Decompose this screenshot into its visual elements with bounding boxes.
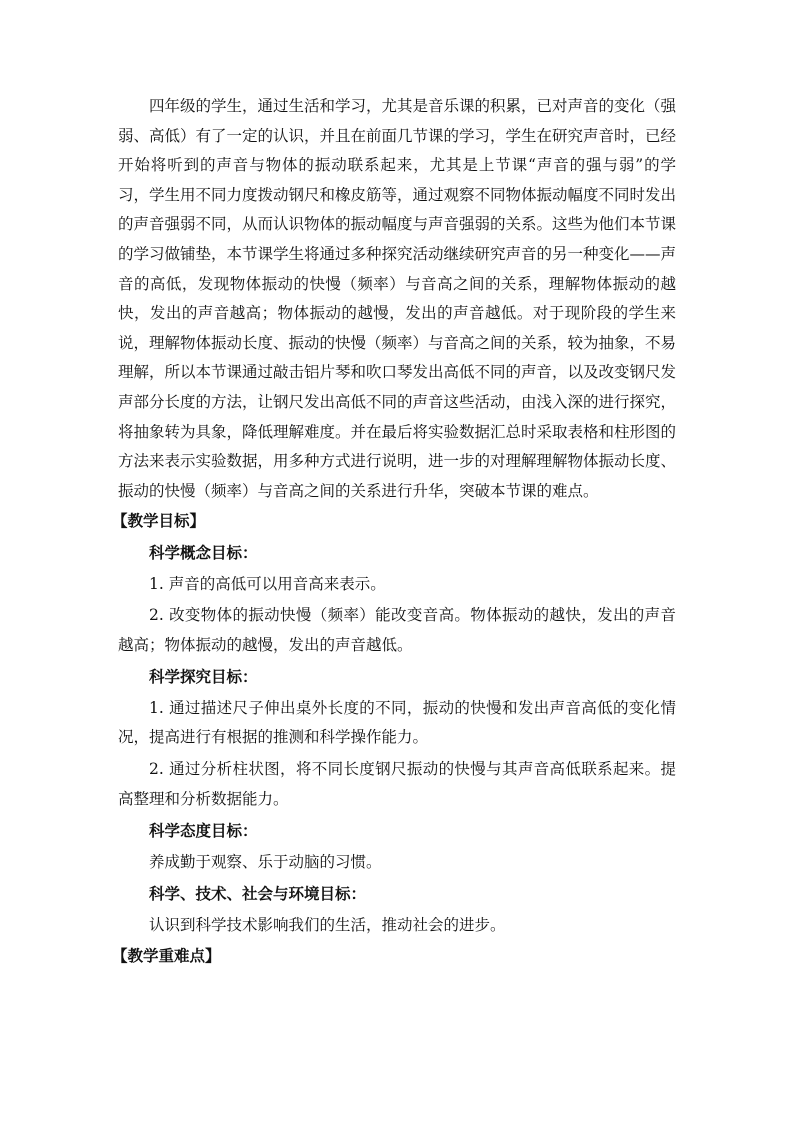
inquiry-goals-title: 科学探究目标： — [149, 667, 258, 687]
attitude-goals-title: 科学态度目标： — [149, 821, 258, 841]
concept-goals-title: 科学概念目标： — [149, 542, 258, 562]
key-points-heading: 【教学重难点】 — [112, 945, 221, 965]
inquiry-goal-item: 2. 通过分析柱状图，将不同长度钢尺振动的快慢与其声音高低联系起来。提高整理和分析数据能力。 — [118, 760, 676, 808]
teaching-goals-heading: 【教学目标】 — [112, 511, 206, 531]
concept-goal-item: 1. 声音的高低可以用音高来表示。 — [149, 574, 386, 593]
inquiry-goal-item: 1. 通过描述尺子伸出桌外长度的不同，振动的快慢和发出声音高低的变化情况，提高进行有根据的推测和科学操作能力。 — [118, 698, 676, 747]
intro-paragraph: 四年级的学生，通过生活和学习，尤其是音乐课的积累，已对声音的变化（强弱、高低）有了一定的认识，并且在前面几节课的学习，学生在研究声音时，已经开始将听到的声音与物体的振动联系起来，尤其是上节课“声音的强与弱”的学习，学生用不同力度拨动钢尺和橡皮筋等，通过观察不同物体振动幅度不同时发出的声音强弱不同，从而认识物体的振动幅度与声音强弱的关系。这些为他们本节课的学习做铺垫，本节课学生将通过多种探究活动继续研究声音的另一种变化——声音的高低，发现物体振动的快慢（频率）与音高之间的关系，理解物体振动的越快，发出的声音越高；物体振动的越慢，发出的声音越低。对于现阶段的学生来说，理解物体振动长度、振动的快慢（频率）与音高之间的关系，较为抽象，不易理解，所以本节课通过敲击铝片琴和吹口琴发出高低不同的声音，以及改变钢尺发声部分长度的方法，让钢尺发出高低不同的声音这些活动，由浅入深的进行探究，将抽象转为具象，降低理解难度。并在最后将实验数据汇总时采取表格和柱形图的方法来表示实验数据，用多种方式进行说明，进一步的对理解理解物体振动长度、振动的快慢（频率）与音高之间的关系进行升华，突破本节课的难点。 — [118, 97, 677, 500]
document-page — [112, 92, 677, 970]
attitude-goal-item: 养成勤于观察、乐于动脑的习惯。 — [149, 852, 382, 871]
concept-goal-item: 2. 改变物体的振动快慢（频率）能改变音高。物体振动的越快，发出的声音越高；物体振动的越慢，发出的声音越低。 — [118, 606, 676, 654]
sts-goals-title: 科学、技术、社会与环境目标： — [149, 884, 367, 904]
sts-goal-item: 认识到科学技术影响我们的生活，推动社会的进步。 — [149, 916, 506, 935]
